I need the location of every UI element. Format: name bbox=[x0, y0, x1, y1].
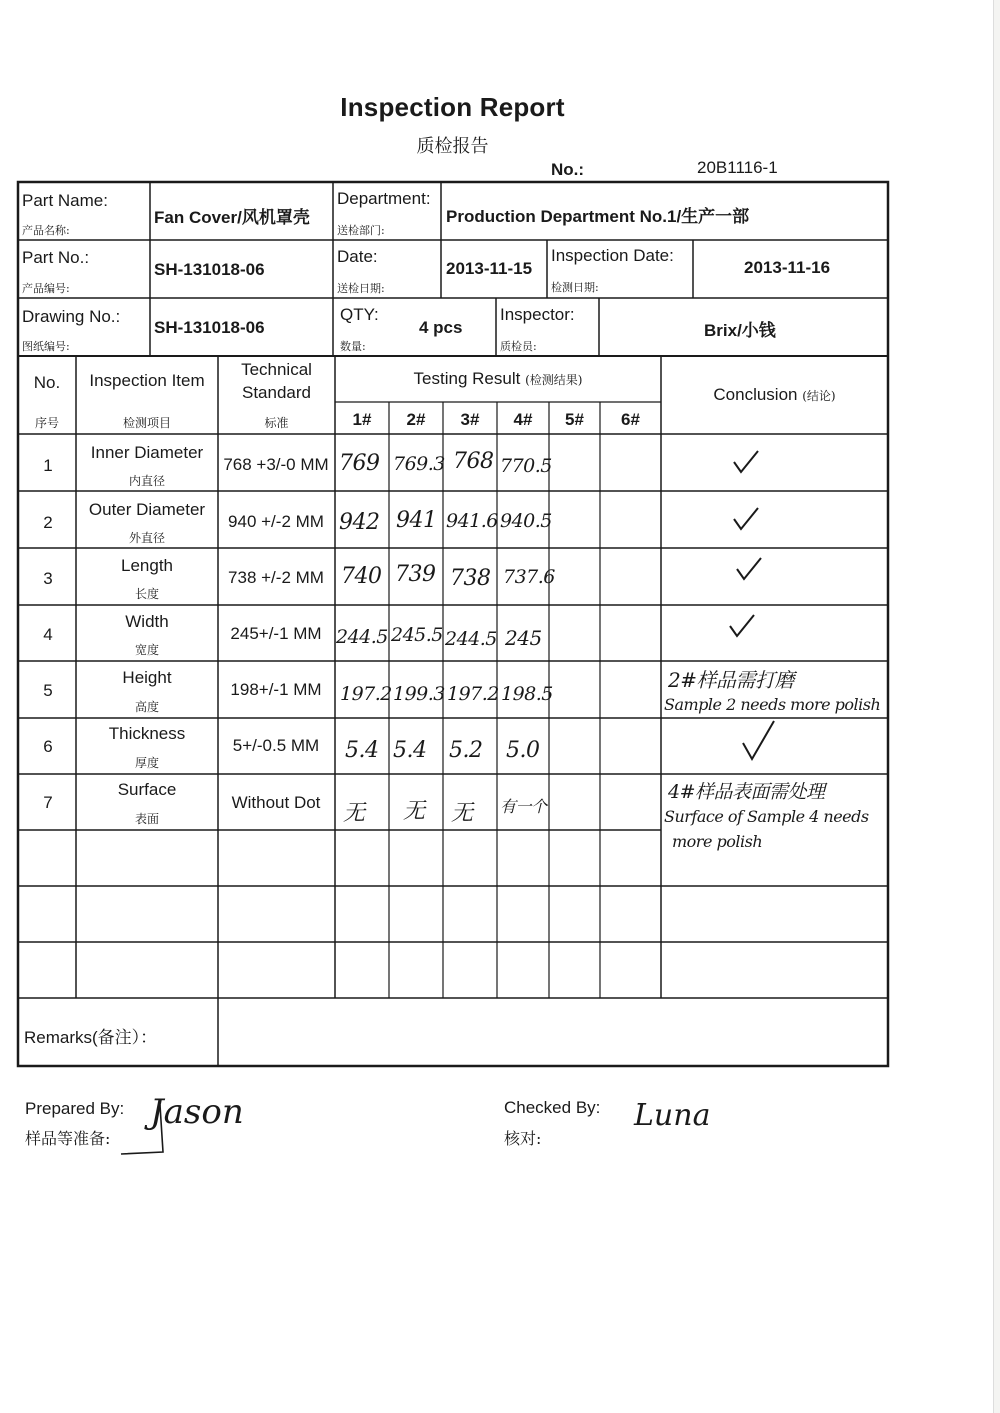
prepared-by-label: Prepared By: bbox=[25, 1099, 125, 1118]
col-header-conclusion bbox=[661, 385, 888, 405]
department-value: Production Department No.1/生产一部 bbox=[446, 207, 750, 226]
row-1-item-cn: 内直径 bbox=[128, 474, 165, 488]
row-5-item-cn: 高度 bbox=[134, 700, 159, 714]
part-name-label-cn: 产品名称: bbox=[22, 224, 70, 237]
drawing-no-value: SH-131018-06 bbox=[154, 318, 265, 337]
sample-header-6: 6# bbox=[621, 410, 640, 429]
row-4-item-cn: 宽度 bbox=[134, 643, 159, 657]
col-header-item: Inspection Item bbox=[89, 371, 205, 390]
row-3-result-1: 740 bbox=[341, 564, 382, 589]
conclusion-label: Conclusion bbox=[713, 385, 798, 404]
report-subtitle: 质检报告 bbox=[416, 136, 489, 157]
row-5-result-2: 199.3 bbox=[393, 683, 445, 705]
row-2-item-cn: 外直径 bbox=[128, 531, 165, 545]
inspector-label: Inspector: bbox=[500, 305, 575, 324]
row-1-result-2: 769.3 bbox=[393, 453, 445, 475]
row-7-conclusion-en-2: more polish bbox=[672, 832, 763, 851]
row-5-item: Height bbox=[122, 668, 172, 687]
row-5-conclusion-cn: 2#样品需打磨 bbox=[668, 668, 794, 692]
row-4-no: 4 bbox=[43, 625, 53, 644]
row-3-standard: 738 +/-2 MM bbox=[228, 568, 324, 587]
sample-header-5: 5# bbox=[565, 410, 584, 429]
row-7-result-1: 无 bbox=[343, 801, 365, 826]
row-6-item: Thickness bbox=[108, 724, 186, 743]
row-6-no: 6 bbox=[43, 737, 53, 756]
row-6-result-2: 5.4 bbox=[393, 738, 427, 763]
row-1-result-4: 770.5 bbox=[500, 455, 552, 477]
report-number-label: No.: bbox=[551, 160, 585, 179]
row-6-item-cn: 厚度 bbox=[134, 756, 159, 770]
inspection-date-label: Inspection Date: bbox=[551, 246, 674, 265]
row-6-result-4: 5.0 bbox=[506, 738, 540, 763]
department-label-cn: 送检部门: bbox=[337, 224, 385, 237]
row-7-result-3: 无 bbox=[451, 801, 473, 826]
prepared-by-signature: Jason bbox=[150, 1092, 244, 1132]
row-3-result-2: 739 bbox=[395, 562, 436, 587]
row-3-result-3: 738 bbox=[450, 566, 491, 591]
row-1-standard: 768 +3/-0 MM bbox=[223, 455, 329, 474]
row-6-result-3: 5.2 bbox=[449, 738, 483, 763]
row-5-conclusion-en: Sample 2 needs more polish bbox=[664, 695, 881, 714]
row-3-no: 3 bbox=[43, 569, 53, 588]
col-header-no-cn: 序号 bbox=[34, 416, 59, 430]
row-6-standard: 5+/-0.5 MM bbox=[232, 736, 320, 755]
row-4-result-1: 244.5 bbox=[336, 626, 388, 648]
row-2-result-3: 941.6 bbox=[446, 510, 498, 532]
testing-result-label: Testing Result bbox=[413, 369, 521, 388]
row-7-conclusion-cn: 4#样品表面需处理 bbox=[668, 781, 825, 803]
row-7-item: Surface bbox=[117, 780, 177, 799]
row-5-result-1: 197.2 bbox=[340, 683, 392, 705]
testing-result-label-cn: (检测结果) bbox=[525, 373, 583, 387]
row-7-standard: Without Dot bbox=[231, 793, 321, 812]
part-name-label: Part Name: bbox=[22, 191, 108, 210]
inspector-value: Brix/小钱 bbox=[704, 321, 776, 340]
row-3-result-4: 737.6 bbox=[503, 566, 555, 588]
row-1-result-3: 768 bbox=[453, 449, 494, 474]
inspection-date-label-cn: 检测日期: bbox=[551, 281, 599, 294]
prepared-signature-stroke bbox=[115, 1100, 175, 1160]
row-7-result-4: 有一个 bbox=[500, 797, 547, 816]
sample-header-1: 1# bbox=[352, 410, 372, 429]
row-2-result-1: 942 bbox=[339, 510, 380, 535]
report-title: Inspection Report bbox=[340, 92, 565, 122]
row-4-result-2: 245.5 bbox=[391, 624, 443, 646]
part-no-label-cn: 产品编号: bbox=[22, 282, 70, 295]
checked-by-label-cn: 核对: bbox=[504, 1129, 542, 1148]
col-header-testing-result bbox=[335, 369, 661, 389]
report-number-value: 20B1116-1 bbox=[697, 158, 778, 177]
row-2-no: 2 bbox=[43, 513, 53, 532]
remarks-label: Remarks(备注）： bbox=[24, 1028, 158, 1047]
department-label: Department: bbox=[337, 189, 431, 208]
checked-by-label: Checked By: bbox=[504, 1098, 601, 1117]
sample-header-4: 4# bbox=[513, 410, 533, 429]
prepared-by-label-cn: 样品等准备: bbox=[25, 1129, 111, 1148]
row-4-result-3: 244.5 bbox=[445, 628, 497, 650]
row-1-result-1: 769 bbox=[339, 451, 380, 476]
row-4-result-4: 245 bbox=[505, 626, 542, 650]
row-3-item: Length bbox=[121, 556, 173, 575]
row-1-check-icon bbox=[731, 448, 761, 478]
conclusion-label-cn: (结论) bbox=[802, 389, 836, 403]
drawing-no-label-cn: 图纸编号: bbox=[22, 340, 70, 353]
row-4-check-icon bbox=[727, 612, 757, 642]
row-7-conclusion-en-1: Surface of Sample 4 needs bbox=[664, 807, 869, 826]
row-4-item: Width bbox=[125, 612, 169, 631]
date-label: Date: bbox=[337, 247, 378, 266]
part-no-label: Part No.: bbox=[22, 248, 90, 267]
col-header-no: No. bbox=[33, 373, 61, 392]
sample-header-2: 2# bbox=[406, 410, 426, 429]
qty-label-cn: 数量: bbox=[340, 340, 366, 353]
row-7-item-cn: 表面 bbox=[134, 812, 159, 826]
row-2-result-4: 940.5 bbox=[500, 510, 552, 532]
row-1-no: 1 bbox=[43, 456, 53, 475]
row-5-result-3: 197.2 bbox=[447, 683, 499, 705]
qty-label: QTY: bbox=[340, 305, 379, 324]
col-header-standard-1: Technical bbox=[241, 360, 312, 379]
checked-by-signature: Luna bbox=[634, 1098, 711, 1133]
row-2-standard: 940 +/-2 MM bbox=[228, 512, 324, 531]
inspection-date-value: 2013-11-16 bbox=[744, 258, 831, 277]
qty-value: 4 pcs bbox=[419, 318, 463, 337]
col-header-item-cn: 检测项目 bbox=[122, 416, 171, 430]
row-6-result-1: 5.4 bbox=[345, 738, 379, 763]
row-3-check-icon bbox=[734, 555, 764, 585]
row-2-result-2: 941 bbox=[396, 508, 437, 533]
date-label-cn: 送检日期: bbox=[337, 282, 385, 295]
row-2-check-icon bbox=[731, 505, 761, 535]
row-6-check-icon bbox=[740, 719, 776, 763]
part-name-value: Fan Cover/风机罩壳 bbox=[154, 208, 310, 227]
row-7-no: 7 bbox=[43, 793, 53, 812]
row-2-item: Outer Diameter bbox=[88, 500, 206, 519]
row-5-result-4: 198.5 bbox=[501, 683, 553, 705]
sample-header-3: 3# bbox=[460, 410, 480, 429]
inspector-label-cn: 质检员: bbox=[500, 340, 537, 353]
row-4-standard: 245+/-1 MM bbox=[230, 624, 322, 643]
col-header-standard-2: Standard bbox=[242, 383, 311, 402]
drawing-no-label: Drawing No.: bbox=[22, 307, 121, 326]
row-3-item-cn: 长度 bbox=[134, 587, 159, 601]
row-1-item: Inner Diameter bbox=[90, 443, 204, 462]
row-5-standard: 198+/-1 MM bbox=[230, 680, 322, 699]
row-5-no: 5 bbox=[43, 681, 53, 700]
col-header-standard-cn: 标准 bbox=[264, 416, 289, 430]
date-value: 2013-11-15 bbox=[446, 259, 533, 278]
row-7-result-2: 无 bbox=[403, 799, 425, 824]
part-no-value: SH-131018-06 bbox=[154, 260, 265, 279]
